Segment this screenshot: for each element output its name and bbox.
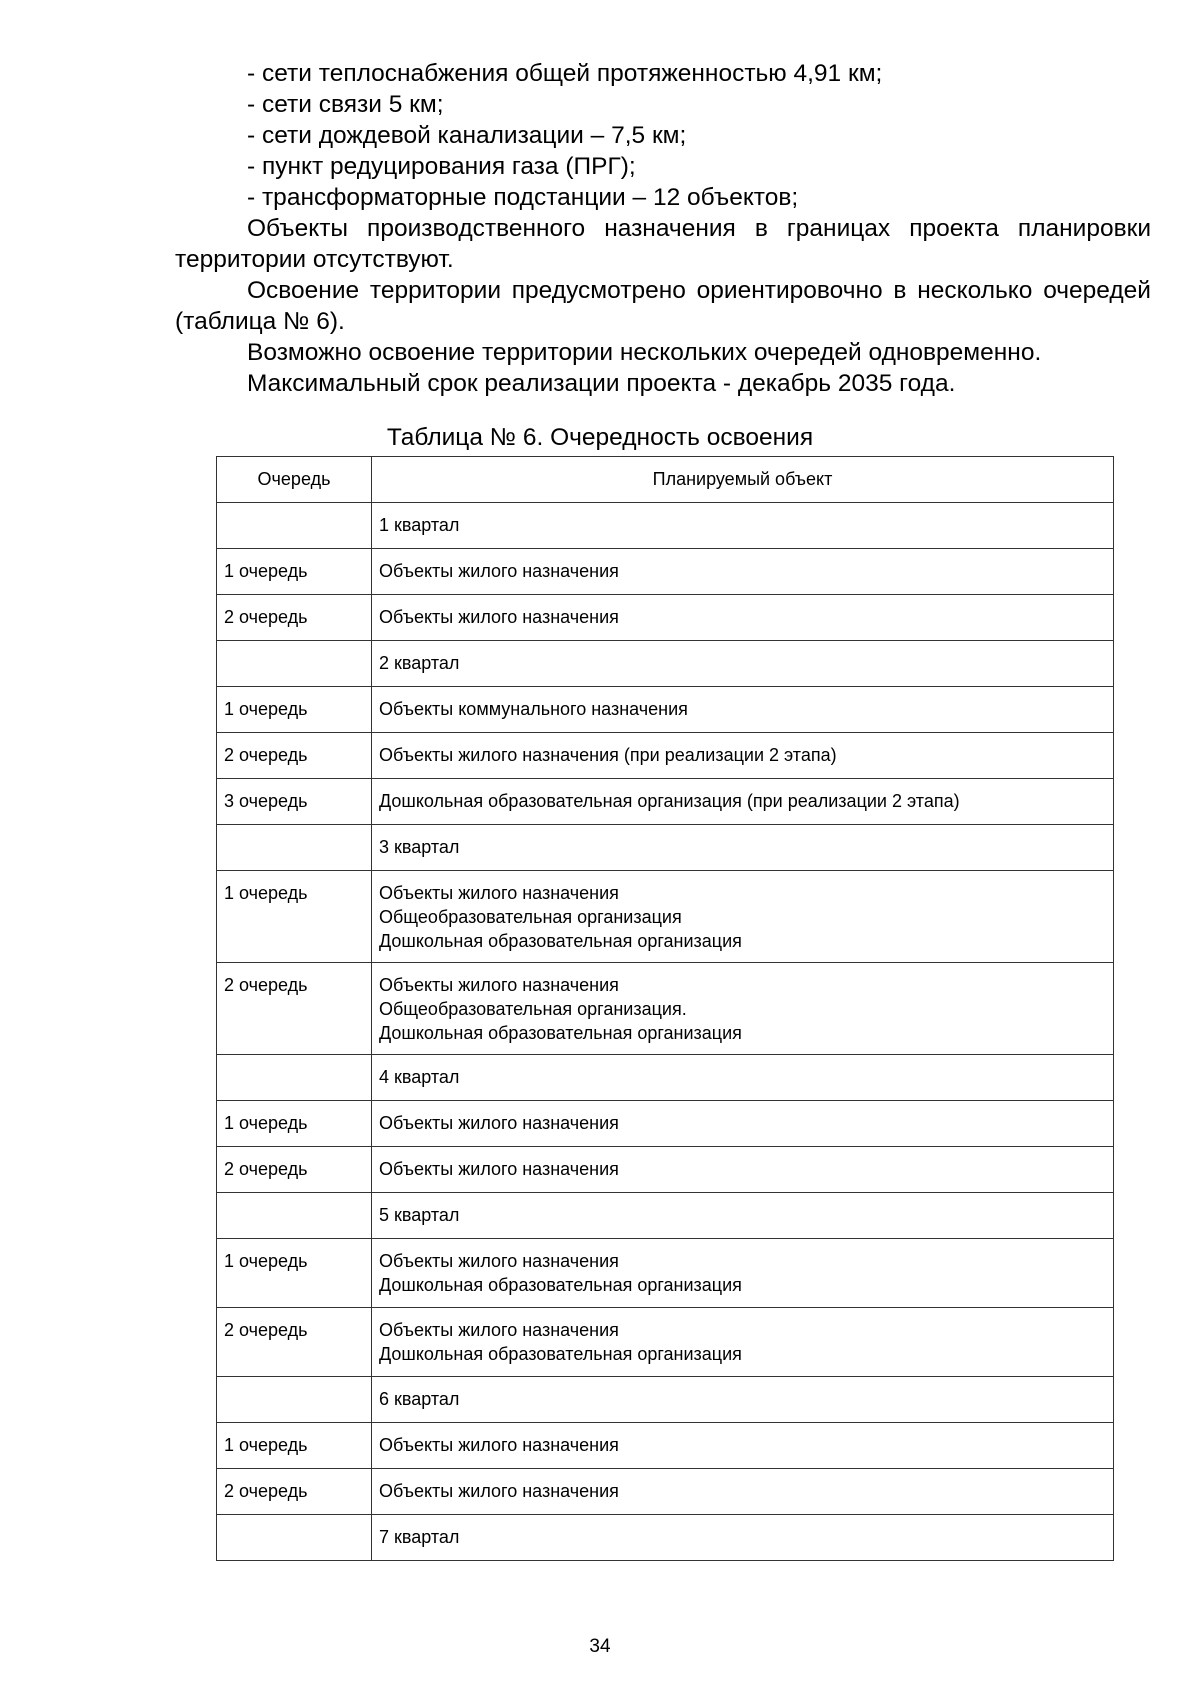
- object-cell: [372, 825, 1114, 871]
- table-row: [217, 1377, 1114, 1423]
- stage-cell: 2 очередь: [217, 1147, 372, 1193]
- stage-cell: 2 очередь: [217, 963, 372, 1055]
- table-row: [217, 1469, 1114, 1515]
- object-cell: [372, 779, 1114, 825]
- object-cell: [372, 1239, 1114, 1308]
- object-line: Дошкольная образовательная организация (при реализации 2 этапа): [379, 791, 960, 811]
- stage-cell: [217, 1055, 372, 1101]
- object-line: 2 квартал: [379, 653, 460, 673]
- stage-cell: 2 очередь: [217, 1308, 372, 1377]
- object-line: Объекты жилого назначения: [379, 561, 619, 581]
- header-object: Планируемый объект: [372, 457, 1114, 503]
- object-line: 6 квартал: [379, 1389, 460, 1409]
- table-row: [217, 779, 1114, 825]
- object-line: Дошкольная образовательная организация: [379, 931, 742, 951]
- table-header-row: [217, 457, 1114, 503]
- page-number: 34: [589, 1636, 611, 1657]
- stages-table: [216, 456, 1114, 1561]
- object-cell: [372, 1469, 1114, 1515]
- table-row: [217, 1423, 1114, 1469]
- table-row: [217, 687, 1114, 733]
- bullet-comm-network: - сети связи 5 км;: [247, 91, 444, 118]
- stage-cell: 2 очередь: [217, 1469, 372, 1515]
- object-line: 1 квартал: [379, 515, 460, 535]
- stage-cell: [217, 1515, 372, 1561]
- object-line: 4 квартал: [379, 1067, 460, 1087]
- table-row: [217, 825, 1114, 871]
- table-row: [217, 1193, 1114, 1239]
- object-cell: [372, 503, 1114, 549]
- paragraph-industrial: Объекты производственного назначения в границах проекта планировки территории отсутствуют.: [175, 215, 1151, 273]
- stage-cell: 1 очередь: [217, 1239, 372, 1308]
- stage-cell: [217, 1377, 372, 1423]
- object-cell: [372, 1147, 1114, 1193]
- object-cell: [372, 963, 1114, 1055]
- table-row: [217, 871, 1114, 963]
- table-row: [217, 963, 1114, 1055]
- table-caption: Таблица № 6. Очередность освоения: [386, 424, 814, 451]
- object-line: Объекты жилого назначения (при реализации 2 этапа): [379, 745, 837, 765]
- stage-cell: [217, 1193, 372, 1239]
- object-cell: [372, 871, 1114, 963]
- table-row: [217, 549, 1114, 595]
- object-line: 5 квартал: [379, 1205, 460, 1225]
- object-cell: [372, 549, 1114, 595]
- object-line: Дошкольная образовательная организация: [379, 1023, 742, 1043]
- table-body: [217, 503, 1114, 1561]
- object-line: Дошкольная образовательная организация: [379, 1344, 742, 1364]
- body-text: [175, 58, 1151, 399]
- table-row: [217, 503, 1114, 549]
- paragraph-stages: Освоение территории предусмотрено ориентировочно в несколько очередей (таблица № 6).: [175, 277, 1151, 335]
- object-line: Объекты жилого назначения: [379, 1113, 619, 1133]
- object-line: Дошкольная образовательная организация: [379, 1275, 742, 1295]
- object-cell: [372, 687, 1114, 733]
- table-row: [217, 595, 1114, 641]
- stage-cell: 1 очередь: [217, 1423, 372, 1469]
- object-line: Объекты жилого назначения: [379, 1159, 619, 1179]
- stage-cell: 1 очередь: [217, 549, 372, 595]
- header-stage: Очередь: [217, 457, 372, 503]
- stage-cell: [217, 503, 372, 549]
- object-line: Объекты жилого назначения: [379, 1481, 619, 1501]
- object-line: Общеобразовательная организация.: [379, 999, 687, 1019]
- object-line: Объекты жилого назначения: [379, 883, 619, 903]
- stage-cell: [217, 641, 372, 687]
- object-cell: [372, 641, 1114, 687]
- object-line: Объекты жилого назначения: [379, 607, 619, 627]
- table-row: [217, 1239, 1114, 1308]
- bullet-gas-point: - пункт редуцирования газа (ПРГ);: [247, 153, 636, 180]
- object-cell: [372, 1423, 1114, 1469]
- object-line: Объекты жилого назначения: [379, 1251, 619, 1271]
- table-row: [217, 1055, 1114, 1101]
- table-row: [217, 1101, 1114, 1147]
- stage-cell: 1 очередь: [217, 871, 372, 963]
- object-line: Объекты жилого назначения: [379, 975, 619, 995]
- object-cell: [372, 1377, 1114, 1423]
- object-cell: [372, 1515, 1114, 1561]
- object-cell: [372, 1308, 1114, 1377]
- object-line: Объекты коммунального назначения: [379, 699, 688, 719]
- bullet-heat-network: - сети теплоснабжения общей протяженностью 4,91 км;: [247, 60, 883, 87]
- object-cell: [372, 1193, 1114, 1239]
- stage-cell: 1 очередь: [217, 687, 372, 733]
- object-line: Общеобразовательная организация: [379, 907, 682, 927]
- table-row: [217, 1147, 1114, 1193]
- stage-cell: 2 очередь: [217, 733, 372, 779]
- object-cell: [372, 1055, 1114, 1101]
- table-row: [217, 733, 1114, 779]
- bullet-rain-sewer: - сети дождевой канализации – 7,5 км;: [247, 122, 687, 149]
- stage-cell: 3 очередь: [217, 779, 372, 825]
- object-cell: [372, 733, 1114, 779]
- table-row: [217, 641, 1114, 687]
- object-line: 3 квартал: [379, 837, 460, 857]
- object-cell: [372, 1101, 1114, 1147]
- stage-cell: 2 очередь: [217, 595, 372, 641]
- object-line: 7 квартал: [379, 1527, 460, 1547]
- paragraph-simultaneous: Возможно освоение территории нескольких очередей одновременно.: [247, 339, 1042, 366]
- paragraph-deadline: Максимальный срок реализации проекта - декабрь 2035 года.: [247, 370, 956, 397]
- object-cell: [372, 595, 1114, 641]
- object-line: Объекты жилого назначения: [379, 1320, 619, 1340]
- object-line: Объекты жилого назначения: [379, 1435, 619, 1455]
- stage-cell: 1 очередь: [217, 1101, 372, 1147]
- bullet-transformers: - трансформаторные подстанции – 12 объектов;: [247, 184, 799, 211]
- table-row: [217, 1515, 1114, 1561]
- table-row: [217, 1308, 1114, 1377]
- stage-cell: [217, 825, 372, 871]
